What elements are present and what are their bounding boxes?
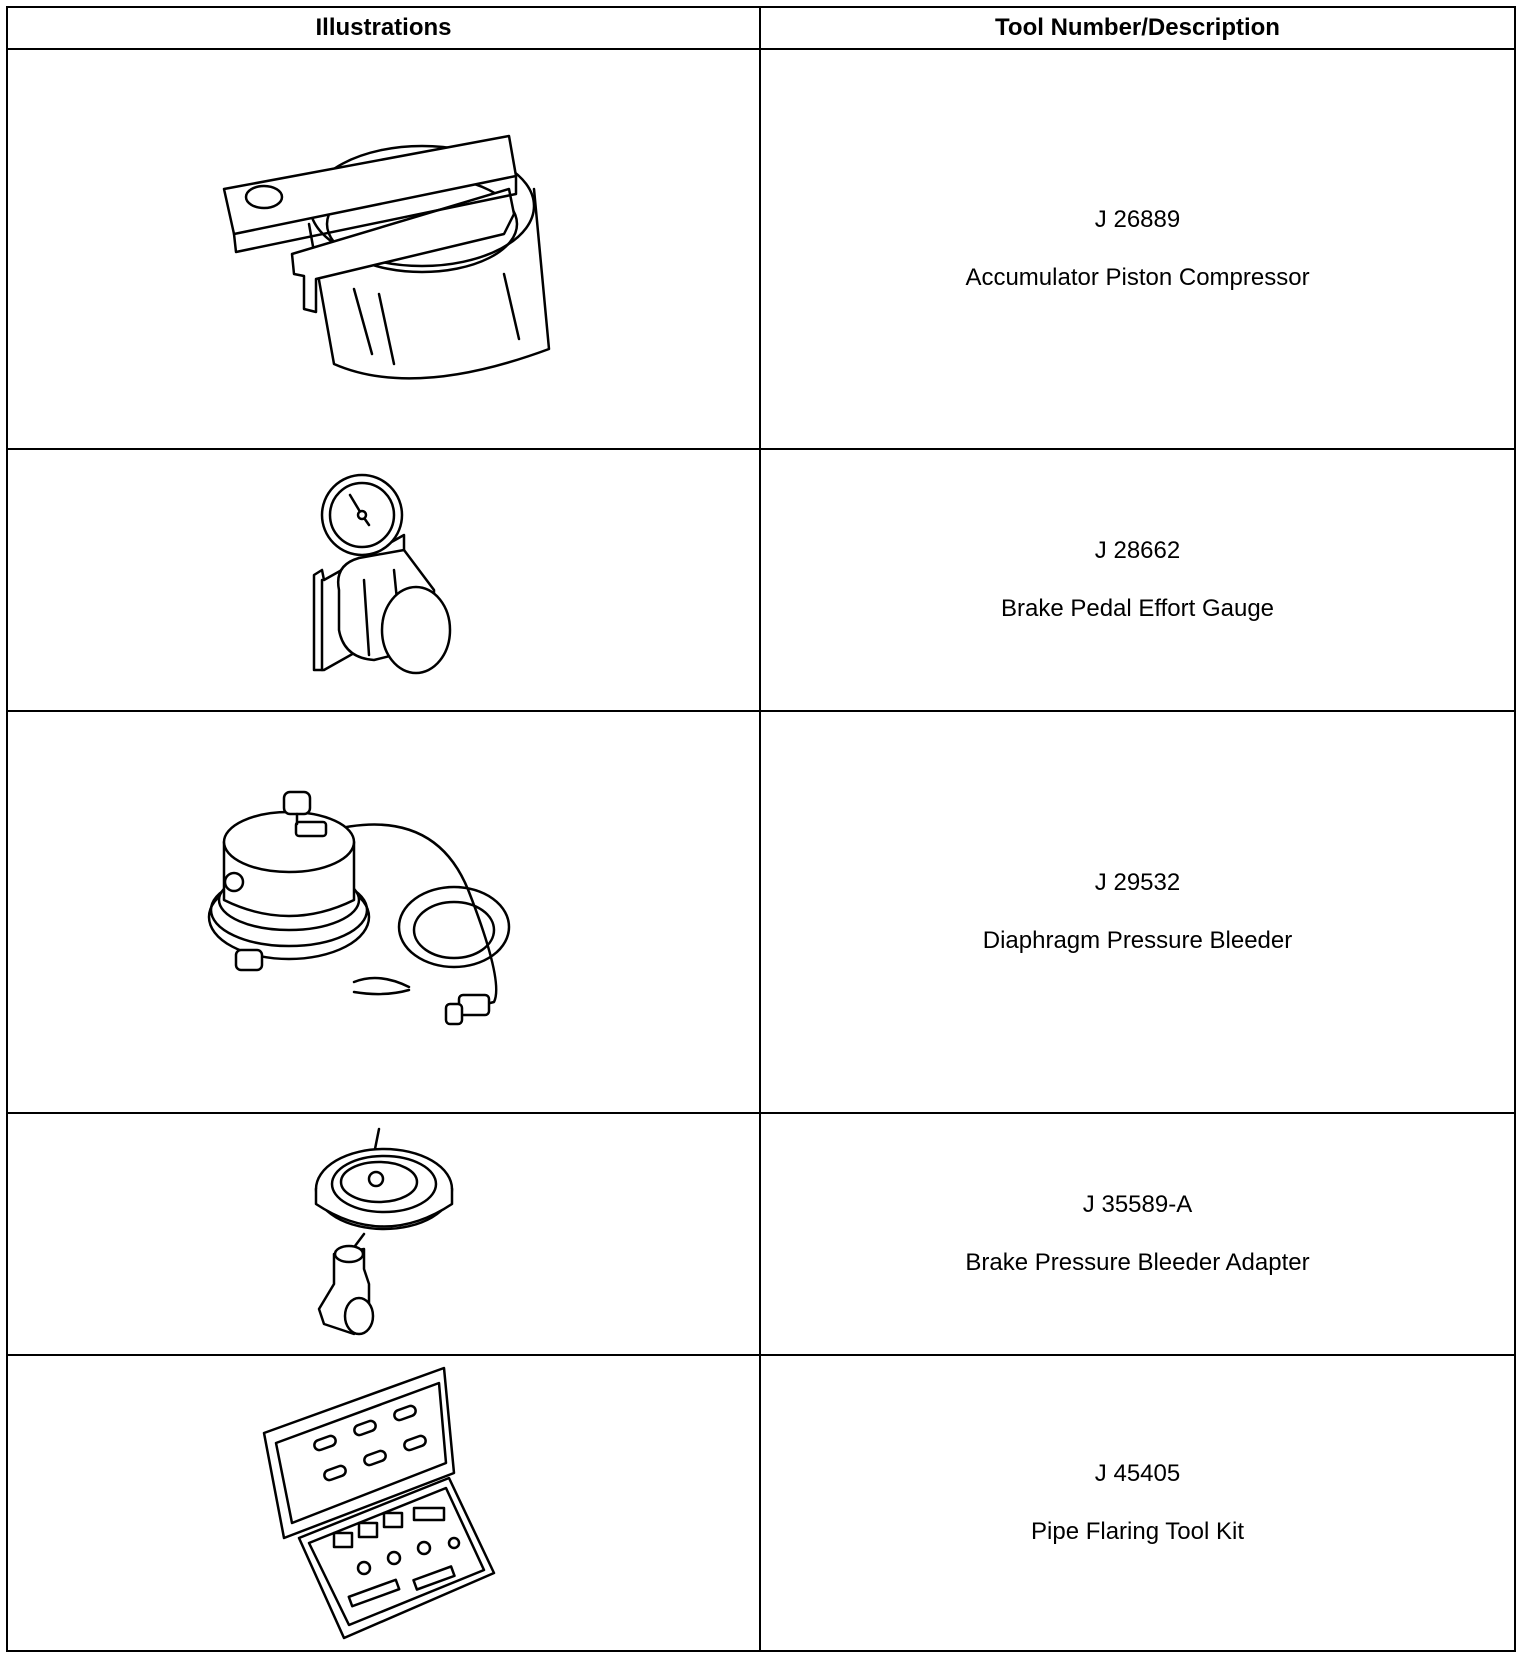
accumulator-piston-compressor-icon bbox=[204, 114, 564, 384]
tool-description-cell bbox=[760, 711, 1515, 1113]
tool-number: J 35589-A bbox=[1082, 1191, 1193, 1218]
brake-pedal-effort-gauge-icon bbox=[294, 470, 474, 690]
pipe-flaring-tool-kit-icon bbox=[254, 1363, 514, 1643]
tool-description-cell bbox=[760, 1355, 1515, 1651]
tool-description: Brake Pedal Effort Gauge bbox=[1000, 595, 1275, 622]
tool-number: J 29532 bbox=[1094, 869, 1181, 896]
table-row bbox=[7, 1113, 1515, 1355]
table-header-row bbox=[7, 7, 1515, 49]
diaphragm-pressure-bleeder-icon bbox=[204, 782, 564, 1042]
tool-number: J 26889 bbox=[1094, 206, 1181, 233]
illustration-cell bbox=[7, 49, 760, 449]
brake-pressure-bleeder-adapter-icon bbox=[294, 1124, 474, 1344]
tool-description: Brake Pressure Bleeder Adapter bbox=[965, 1249, 1310, 1276]
illustration-cell bbox=[7, 711, 760, 1113]
tool-description-cell bbox=[760, 449, 1515, 711]
table-row bbox=[7, 49, 1515, 449]
tool-number-description-header: Tool Number/Description bbox=[760, 7, 1515, 49]
tool-description-cell bbox=[760, 1113, 1515, 1355]
table-row bbox=[7, 1355, 1515, 1651]
table-row bbox=[7, 449, 1515, 711]
tool-description: Pipe Flaring Tool Kit bbox=[1031, 1518, 1244, 1545]
illustration-cell bbox=[7, 1355, 760, 1651]
tool-number: J 45405 bbox=[1094, 1460, 1181, 1487]
illustration-cell bbox=[7, 449, 760, 711]
illustrations-header: Illustrations bbox=[7, 7, 760, 49]
tool-description-cell bbox=[760, 49, 1515, 449]
illustration-cell bbox=[7, 1113, 760, 1355]
tool-description: Accumulator Piston Compressor bbox=[965, 264, 1310, 291]
table-row bbox=[7, 711, 1515, 1113]
tool-number: J 28662 bbox=[1094, 537, 1181, 564]
tool-description: Diaphragm Pressure Bleeder bbox=[982, 927, 1293, 954]
special-tools-table bbox=[6, 6, 1516, 1652]
